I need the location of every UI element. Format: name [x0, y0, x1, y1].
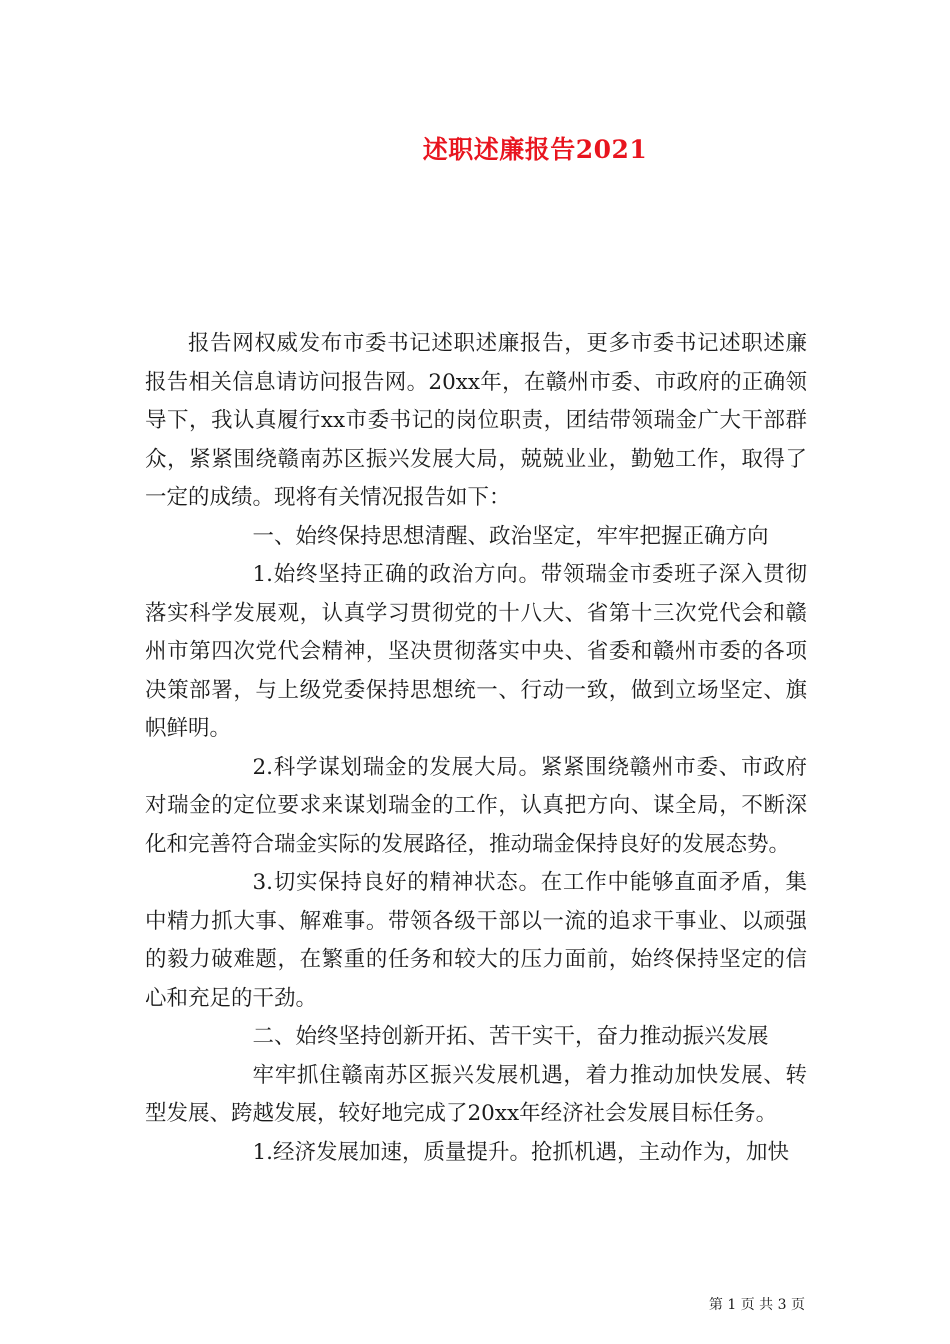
paragraph-1-3: 3.切实保持良好的精神状态。在工作中能够直面矛盾，集中精力抓大事、解难事。带领各级干部以一流的追求干事业、以顽强的毅力破难题，在繁重的任务和较大的压力面前，始终保持坚定的信心和充足的干劲。: [145, 870, 807, 1011]
paragraph-intro: 报告网权威发布市委书记述职述廉报告，更多市委书记述职述廉报告相关信息请访问报告网。20xx年，在赣州市委、市政府的正确领导下，我认真履行xx市委书记的岗位职责，团结带领瑞金广大干部群众，紧紧围绕赣南苏区振兴发展大局，兢兢业业，勤勉工作，取得了一定的成绩。现将有关情况报告如下：: [145, 331, 807, 510]
document-body: [145, 325, 807, 1172]
paragraph-2-intro: 牢牢抓住赣南苏区振兴发展机遇，着力推动加快发展、转型发展、跨越发展，较好地完成了20xx年经济社会发展目标任务。: [145, 1062, 807, 1126]
paragraph-1-1: 1.始终坚持正确的政治方向。带领瑞金市委班子深入贯彻落实科学发展观，认真学习贯彻党的十八大、省第十三次党代会和赣州市第四次党代会精神，坚决贯彻落实中央、省委和赣州市委的各项决策部署，与上级党委保持思想统一、行动一致，做到立场坚定、旗帜鲜明。: [145, 562, 807, 741]
section-heading-1: 一、始终保持思想清醒、政治坚定，牢牢把握正确方向: [252, 523, 769, 549]
page-number-footer: 第 1 页 共 3 页: [708, 1297, 805, 1313]
section-heading-2: 二、始终坚持创新开拓、苦干实干，奋力推动振兴发展: [252, 1024, 769, 1049]
document-title: 述职述廉报告2021: [422, 135, 648, 164]
paragraph-1-2: 2.科学谋划瑞金的发展大局。紧紧围绕赣州市委、市政府对瑞金的定位要求来谋划瑞金的工作，认真把方向、谋全局，不断深化和完善符合瑞金实际的发展路径，推动瑞金保持良好的发展态势。: [145, 754, 807, 857]
paragraph-2-1: 1.经济发展加速，质量提升。抢抓机遇，主动作为，加快: [252, 1139, 790, 1165]
